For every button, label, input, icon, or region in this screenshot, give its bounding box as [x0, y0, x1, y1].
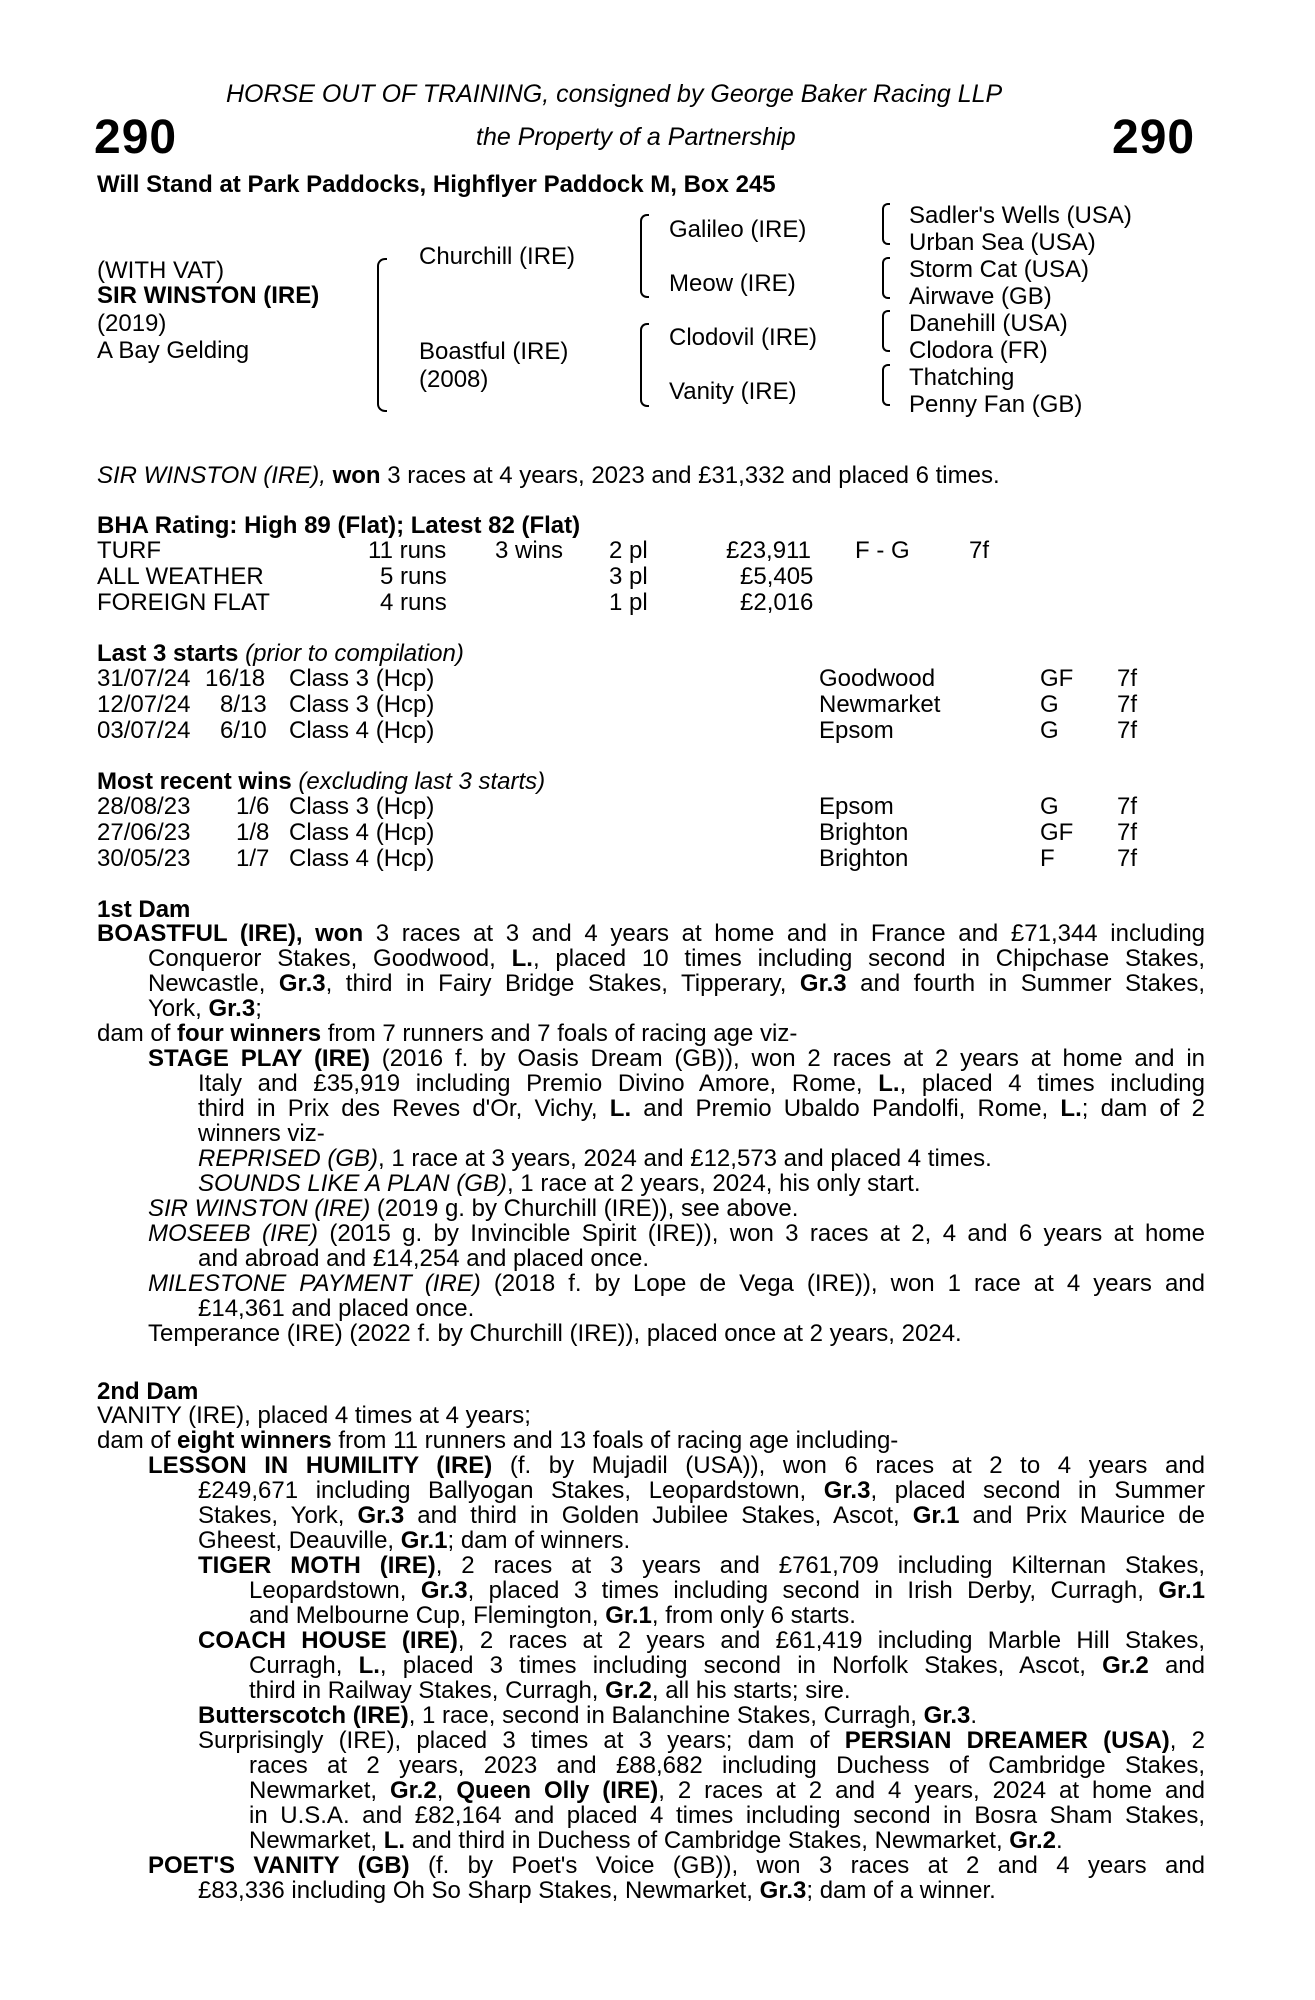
rating-prize-3: £2,016	[740, 589, 814, 616]
first-dam-damof-2: from 7 runners and 7 foals of racing age viz-	[327, 1020, 798, 1047]
recent-going-3: F	[1040, 845, 1055, 872]
produce-lesson-4: Gheest, Deauville, Gr.1; dam of winners.	[198, 1527, 631, 1554]
last3-dist-3: 7f	[1117, 717, 1138, 744]
recent-course-1: Epsom	[819, 793, 894, 820]
produce-stage-play-1: STAGE PLAY (IRE) (2016 f. by Oasis Dream (GB)), won 2 races at 2 years at home and in	[148, 1045, 1205, 1072]
pedigree-dam-dam: Vanity (IRE)	[669, 378, 797, 405]
recent-going-1: G	[1040, 793, 1059, 820]
recent-going-2: GF	[1040, 819, 1074, 846]
ggs-bracket-2	[882, 257, 890, 299]
rating-surface-2: ALL WEATHER	[97, 563, 264, 590]
produce-lesson-1: LESSON IN HUMILITY (IRE) (f. by Mujadil (USA)), won 6 races at 2 to 4 years and	[148, 1452, 1205, 1479]
first-dam-text-7: York,	[148, 995, 202, 1022]
ggs-bracket-4	[882, 364, 890, 406]
produce-milestone-1: MILESTONE PAYMENT (IRE) (2018 f. by Lope de Vega (IRE)), won 1 race at 4 years and	[148, 1270, 1205, 1297]
produce-sir-winston: SIR WINSTON (IRE) (2019 g. by Churchill (IRE)), see above.	[148, 1195, 799, 1222]
second-dam-damof-2: from 11 runners and 13 foals of racing age including-	[338, 1427, 899, 1454]
first-dam-text-8: ;	[255, 995, 262, 1022]
recent-date-3: 30/05/23	[97, 845, 191, 872]
recent-course-2: Brighton	[819, 819, 909, 846]
last3-going-3: G	[1040, 717, 1059, 744]
produce-milestone-2: £14,361 and placed once.	[198, 1295, 475, 1322]
last3-title: Last 3 starts	[97, 640, 239, 667]
summary-horse-name: SIR WINSTON (IRE),	[97, 462, 326, 489]
produce-coach-house-2: Curragh, L., placed 3 times including second in Norfolk Stakes, Ascot, Gr.2 and	[249, 1652, 1205, 1679]
produce-reprised: REPRISED (GB), 1 race at 3 years, 2024 and £12,573 and placed 4 times.	[198, 1145, 992, 1172]
last3-course-2: Newmarket	[819, 691, 941, 718]
recent-wins-note: (excluding last 3 starts)	[298, 768, 546, 795]
produce-stage-play-3: third in Prix des Reves d'Or, Vichy, L. and Premio Ubaldo Pandolfi, Rome, L.; dam of 2	[198, 1095, 1205, 1122]
second-dam-damof-bold: eight winners	[177, 1427, 332, 1454]
recent-dist-2: 7f	[1117, 819, 1138, 846]
last3-heading	[97, 640, 464, 668]
sire-dam-bracket	[377, 258, 387, 412]
pedigree-ggs-7: Thatching	[909, 364, 1015, 391]
produce-coach-house-1: COACH HOUSE (IRE), 2 races at 2 years and £61,419 including Marble Hill Stakes,	[198, 1627, 1206, 1654]
first-dam-text-2: Conqueror Stakes, Goodwood,	[148, 945, 496, 972]
first-dam-text-4: Newcastle,	[148, 970, 266, 997]
pedigree-sire-dam: Meow (IRE)	[669, 270, 796, 297]
last3-dist-2: 7f	[1117, 691, 1138, 718]
rating-placed-3: 1 pl	[609, 589, 648, 616]
first-dam-gr3-c: Gr.3	[208, 995, 256, 1022]
first-dam-heading: 1st Dam	[97, 896, 191, 923]
last3-class-1: Class 3 (Hcp)	[289, 665, 435, 692]
first-dam-name: BOASTFUL (IRE), won	[97, 920, 364, 947]
sire-parents-bracket	[640, 214, 649, 298]
recent-class-1: Class 3 (Hcp)	[289, 793, 435, 820]
rating-runs-3: 4 runs	[380, 589, 447, 616]
recent-course-3: Brighton	[819, 845, 909, 872]
bha-rating-title: BHA Rating: High 89 (Flat); Latest 82 (Flat)	[97, 512, 581, 539]
pedigree-dam-year: (2008)	[419, 366, 489, 393]
first-dam-line-1	[97, 921, 1205, 947]
rating-placed-2: 3 pl	[609, 563, 648, 590]
produce-temperance: Temperance (IRE) (2022 f. by Churchill (IRE)), placed once at 2 years, 2024.	[148, 1320, 962, 1347]
rating-runs-1: 11 runs	[368, 537, 447, 564]
pedigree-ggs-6: Clodora (FR)	[909, 337, 1048, 364]
last3-pos-1: 16/18	[205, 665, 266, 692]
summary-won: won	[332, 462, 381, 489]
first-dam-damof-bold: four winners	[177, 1020, 322, 1047]
recent-pos-2: 1/8	[236, 819, 270, 846]
pedigree-ggs-2: Urban Sea (USA)	[909, 229, 1096, 256]
property-line: the Property of a Partnership	[476, 123, 796, 151]
horse-description: A Bay Gelding	[97, 337, 250, 364]
produce-tiger-moth-2: Leopardstown, Gr.3, placed 3 times including second in Irish Derby, Curragh, Gr.1	[249, 1577, 1206, 1604]
first-dam-damof-1: dam of	[97, 1020, 171, 1047]
last3-pos-2: 8/13	[220, 691, 267, 718]
consignor-line: HORSE OUT OF TRAINING, consigned by George Baker Racing LLP	[226, 80, 1003, 108]
produce-tiger-moth-1: TIGER MOTH (IRE), 2 races at 3 years and £761,709 including Kilternan Stakes,	[198, 1552, 1205, 1579]
produce-tiger-moth-3: and Melbourne Cup, Flemington, Gr.1, from only 6 starts.	[249, 1602, 856, 1629]
pedigree-ggs-5: Danehill (USA)	[909, 310, 1068, 337]
second-dam-heading: 2nd Dam	[97, 1378, 199, 1405]
first-dam-grade-l: L.	[511, 945, 533, 972]
second-dam-line-1: VANITY (IRE), placed 4 times at 4 years;	[97, 1402, 531, 1429]
first-dam-text-5: , third in Fairy Bridge Stakes, Tipperary,	[325, 970, 787, 997]
race-summary	[97, 462, 1000, 490]
rating-prize-1: £23,911	[726, 537, 811, 564]
recent-date-1: 28/08/23	[97, 793, 191, 820]
last3-note: (prior to compilation)	[245, 640, 464, 667]
produce-coach-house-3: third in Railway Stakes, Curragh, Gr.2, all his starts; sire.	[249, 1677, 851, 1704]
recent-pos-1: 1/6	[236, 793, 270, 820]
produce-poets-vanity-2: £83,336 including Oh So Sharp Stakes, Newmarket, Gr.3; dam of a winner.	[198, 1877, 996, 1904]
summary-text: 3 races at 4 years, 2023 and £31,332 and placed 6 times.	[387, 462, 1000, 489]
last3-course-3: Epsom	[819, 717, 894, 744]
produce-moseeb-1: MOSEEB (IRE) (2015 g. by Invincible Spirit (IRE)), won 3 races at 2, 4 and 6 years at home	[148, 1220, 1206, 1247]
last3-dist-1: 7f	[1117, 665, 1138, 692]
produce-lesson-3: Stakes, York, Gr.3 and third in Golden Jubilee Stakes, Ascot, Gr.1 and Prix Maurice de	[198, 1502, 1205, 1529]
last3-course-1: Goodwood	[819, 665, 936, 692]
produce-surprisingly-4: in U.S.A. and £82,164 and placed 4 times including second in Bosra Sham Stakes,	[249, 1802, 1205, 1829]
first-dam-gr3-a: Gr.3	[278, 970, 326, 997]
rating-going-1: F - G	[855, 537, 910, 564]
first-dam-dam-of	[97, 1021, 1205, 1047]
second-dam-dam-of	[97, 1428, 1205, 1454]
ggs-bracket-1	[882, 203, 890, 245]
recent-dist-3: 7f	[1117, 845, 1138, 872]
ggs-bracket-3	[882, 310, 890, 352]
vat-status: (WITH VAT)	[97, 257, 225, 284]
pedigree-sire-sire: Galileo (IRE)	[669, 216, 807, 243]
rating-placed-1: 2 pl	[609, 537, 648, 564]
first-dam-line-3	[148, 971, 1205, 997]
produce-surprisingly-1: Surprisingly (IRE), placed 3 times at 3 years; dam of PERSIAN DREAMER (USA), 2	[198, 1727, 1205, 1754]
last3-class-2: Class 3 (Hcp)	[289, 691, 435, 718]
produce-surprisingly-5: Newmarket, L. and third in Duchess of Cambridge Stakes, Newmarket, Gr.2.	[249, 1827, 1063, 1854]
produce-surprisingly-2: races at 2 years, 2023 and £88,682 including Duchess of Cambridge Stakes,	[249, 1752, 1205, 1779]
recent-wins-heading	[97, 768, 545, 796]
lot-number-left: 290	[94, 111, 178, 164]
last3-going-2: G	[1040, 691, 1059, 718]
rating-wins-1: 3 wins	[495, 537, 564, 564]
pedigree-sire: Churchill (IRE)	[419, 243, 576, 270]
rating-surface-3: FOREIGN FLAT	[97, 589, 270, 616]
first-dam-text-1: 3 races at 3 and 4 years at home and in France and £71,344 including	[375, 920, 1206, 947]
produce-moseeb-2: and abroad and £14,254 and placed once.	[198, 1245, 650, 1272]
first-dam-text-3: , placed 10 times including second in Chipchase Stakes,	[532, 945, 1206, 972]
first-dam-line-2	[148, 946, 1205, 972]
last3-date-1: 31/07/24	[97, 665, 191, 692]
recent-wins-title: Most recent wins	[97, 768, 292, 795]
last3-date-2: 12/07/24	[97, 691, 191, 718]
rating-dist-1: 7f	[969, 537, 990, 564]
horse-year: (2019)	[97, 310, 167, 337]
last3-date-3: 03/07/24	[97, 717, 191, 744]
produce-butterscotch: Butterscotch (IRE), 1 race, second in Balanchine Stakes, Curragh, Gr.3.	[198, 1702, 978, 1729]
rating-surface-1: TURF	[97, 537, 161, 564]
produce-poets-vanity-1: POET'S VANITY (GB) (f. by Poet's Voice (GB)), won 3 races at 2 and 4 years and	[148, 1852, 1206, 1879]
produce-surprisingly-3: Newmarket, Gr.2, Queen Olly (IRE), 2 races at 2 and 4 years, 2024 at home and	[249, 1777, 1205, 1804]
first-dam-line-4	[148, 996, 1256, 1022]
recent-class-2: Class 4 (Hcp)	[289, 819, 435, 846]
first-dam-text-6: and fourth in Summer Stakes,	[860, 970, 1205, 997]
recent-class-3: Class 4 (Hcp)	[289, 845, 435, 872]
second-dam-damof-1: dam of	[97, 1427, 171, 1454]
produce-stage-play-4: winners viz-	[198, 1120, 325, 1147]
produce-sounds-like: SOUNDS LIKE A PLAN (GB), 1 race at 2 years, 2024, his only start.	[198, 1170, 921, 1197]
last3-pos-3: 6/10	[220, 717, 267, 744]
rating-runs-2: 5 runs	[380, 563, 447, 590]
lot-number-right: 290	[1112, 111, 1196, 164]
produce-stage-play-2: Italy and £35,919 including Premio Divino Amore, Rome, L., placed 4 times including	[198, 1070, 1205, 1097]
recent-pos-3: 1/7	[236, 845, 270, 872]
pedigree-ggs-3: Storm Cat (USA)	[909, 256, 1090, 283]
last3-going-1: GF	[1040, 665, 1074, 692]
produce-lesson-2: £249,671 including Ballyogan Stakes, Leopardstown, Gr.3, placed second in Summer	[198, 1477, 1206, 1504]
dam-parents-bracket	[640, 323, 649, 407]
pedigree-ggs-8: Penny Fan (GB)	[909, 391, 1083, 418]
last3-class-3: Class 4 (Hcp)	[289, 717, 435, 744]
stand-location: Will Stand at Park Paddocks, Highflyer Paddock M, Box 245	[97, 171, 776, 198]
horse-name: SIR WINSTON (IRE)	[97, 282, 320, 309]
pedigree-ggs-1: Sadler's Wells (USA)	[909, 202, 1132, 229]
pedigree-dam: Boastful (IRE)	[419, 338, 569, 365]
rating-prize-2: £5,405	[740, 563, 814, 590]
first-dam-gr3-b: Gr.3	[799, 970, 847, 997]
pedigree-dam-sire: Clodovil (IRE)	[669, 324, 818, 351]
recent-dist-1: 7f	[1117, 793, 1138, 820]
recent-date-2: 27/06/23	[97, 819, 191, 846]
pedigree-ggs-4: Airwave (GB)	[909, 283, 1052, 310]
